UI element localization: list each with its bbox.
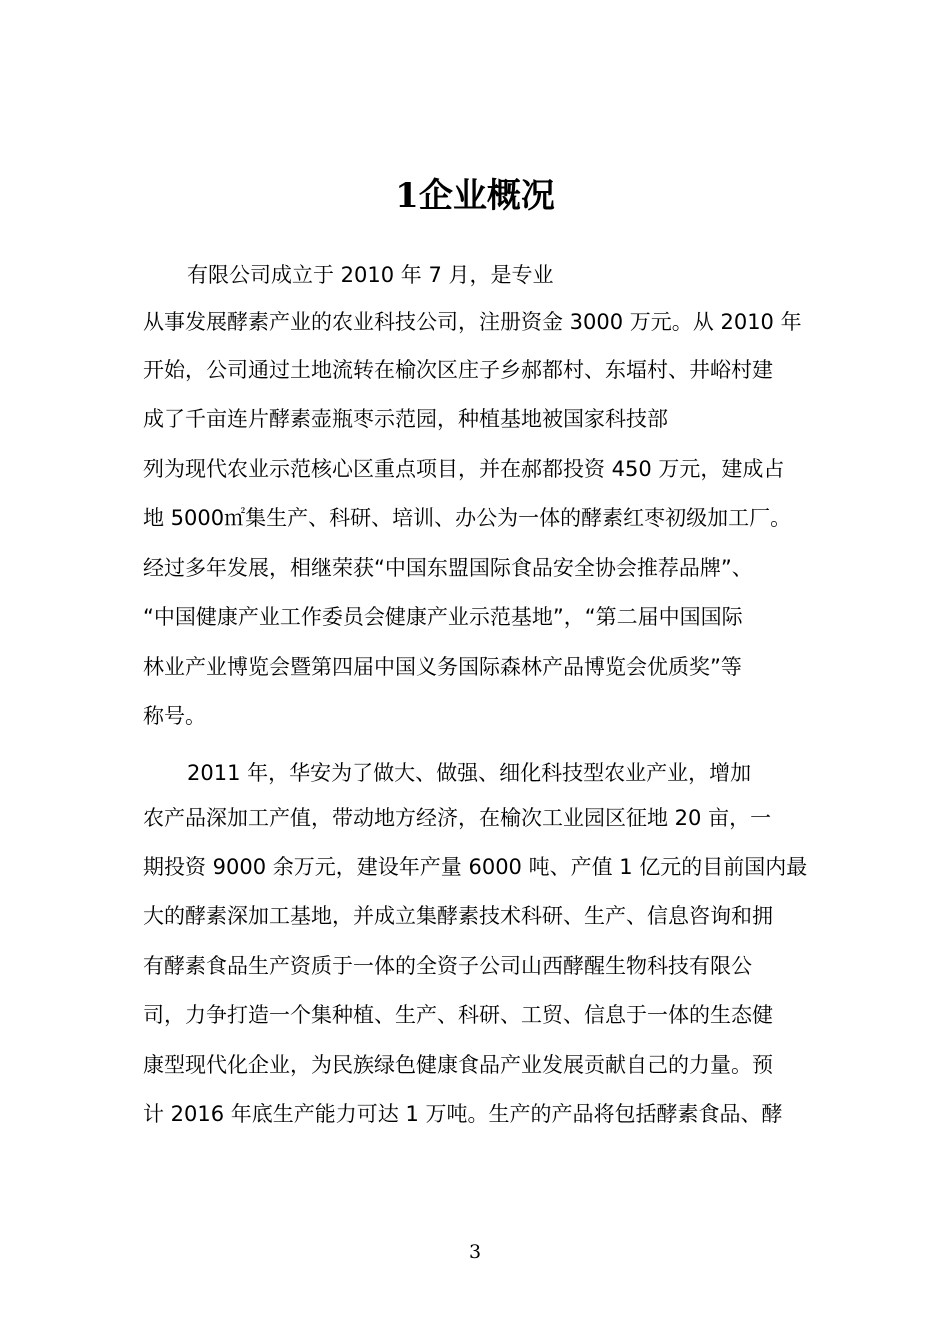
page-number: 3 [468,1241,482,1263]
paragraph-2-line-1: 2011 年，华安为了做大、做强、细化科技型农业产业，增加 [187,761,752,785]
paragraph-1-line-5: 列为现代农业示范核心区重点项目，并在郝都投资 450 万元，建成占 [143,457,785,481]
paragraph-1-line-2: 从事发展酵素产业的农业科技公司，注册资金 3000 万元。从 2010 年 [143,310,802,334]
paragraph-1-line-10: 称号。 [143,704,206,728]
paragraph-1-line-1: 有限公司成立于 2010 年 7 月，是专业 [187,263,554,287]
paragraph-2-line-3: 期投资 9000 余万元，建设年产量 6000 吨、产值 1 亿元的目前国内最 [143,855,808,879]
paragraph-2-line-4: 大的酵素深加工基地，并成立集酵素技术科研、生产、信息咨询和拥 [143,904,773,928]
paragraph-2-line-5: 有酵素食品生产资质于一体的全资子公司山西酵醒生物科技有限公 [143,954,752,978]
page-title: 1企业概况 [395,176,555,216]
paragraph-1-line-6: 地 5000㎡集生产、科研、培训、办公为一体的酵素红枣初级加工厂。 [143,506,792,530]
paragraph-2-line-2: 农产品深加工产值，带动地方经济，在榆次工业园区征地 20 亩，一 [143,806,772,830]
paragraph-2-line-8: 计 2016 年底生产能力可达 1 万吨。生产的产品将包括酵素食品、酵 [143,1102,783,1126]
paragraph-1-line-3: 开始，公司通过土地流转在榆次区庄子乡郝都村、东堛村、井峪村建 [143,358,773,382]
paragraph-2-line-7: 康型现代化企业，为民族绿色健康食品产业发展贡献自己的力量。预 [143,1053,773,1077]
paragraph-1-line-8: “中国健康产业工作委员会健康产业示范基地”，“第二届中国国际 [143,605,743,629]
paragraph-1-line-4: 成了千亩连片酵素壶瓶枣示范园，种植基地被国家科技部 [143,407,668,431]
paragraph-1-line-9: 林业产业博览会暨第四届中国义务国际森林产品博览会优质奖”等 [143,655,742,679]
paragraph-1-line-7: 经过多年发展，相继荣获“中国东盟国际食品安全协会推荐品牌”、 [143,556,753,580]
paragraph-2-line-6: 司，力争打造一个集种植、生产、科研、工贸、信息于一体的生态健 [143,1003,773,1027]
